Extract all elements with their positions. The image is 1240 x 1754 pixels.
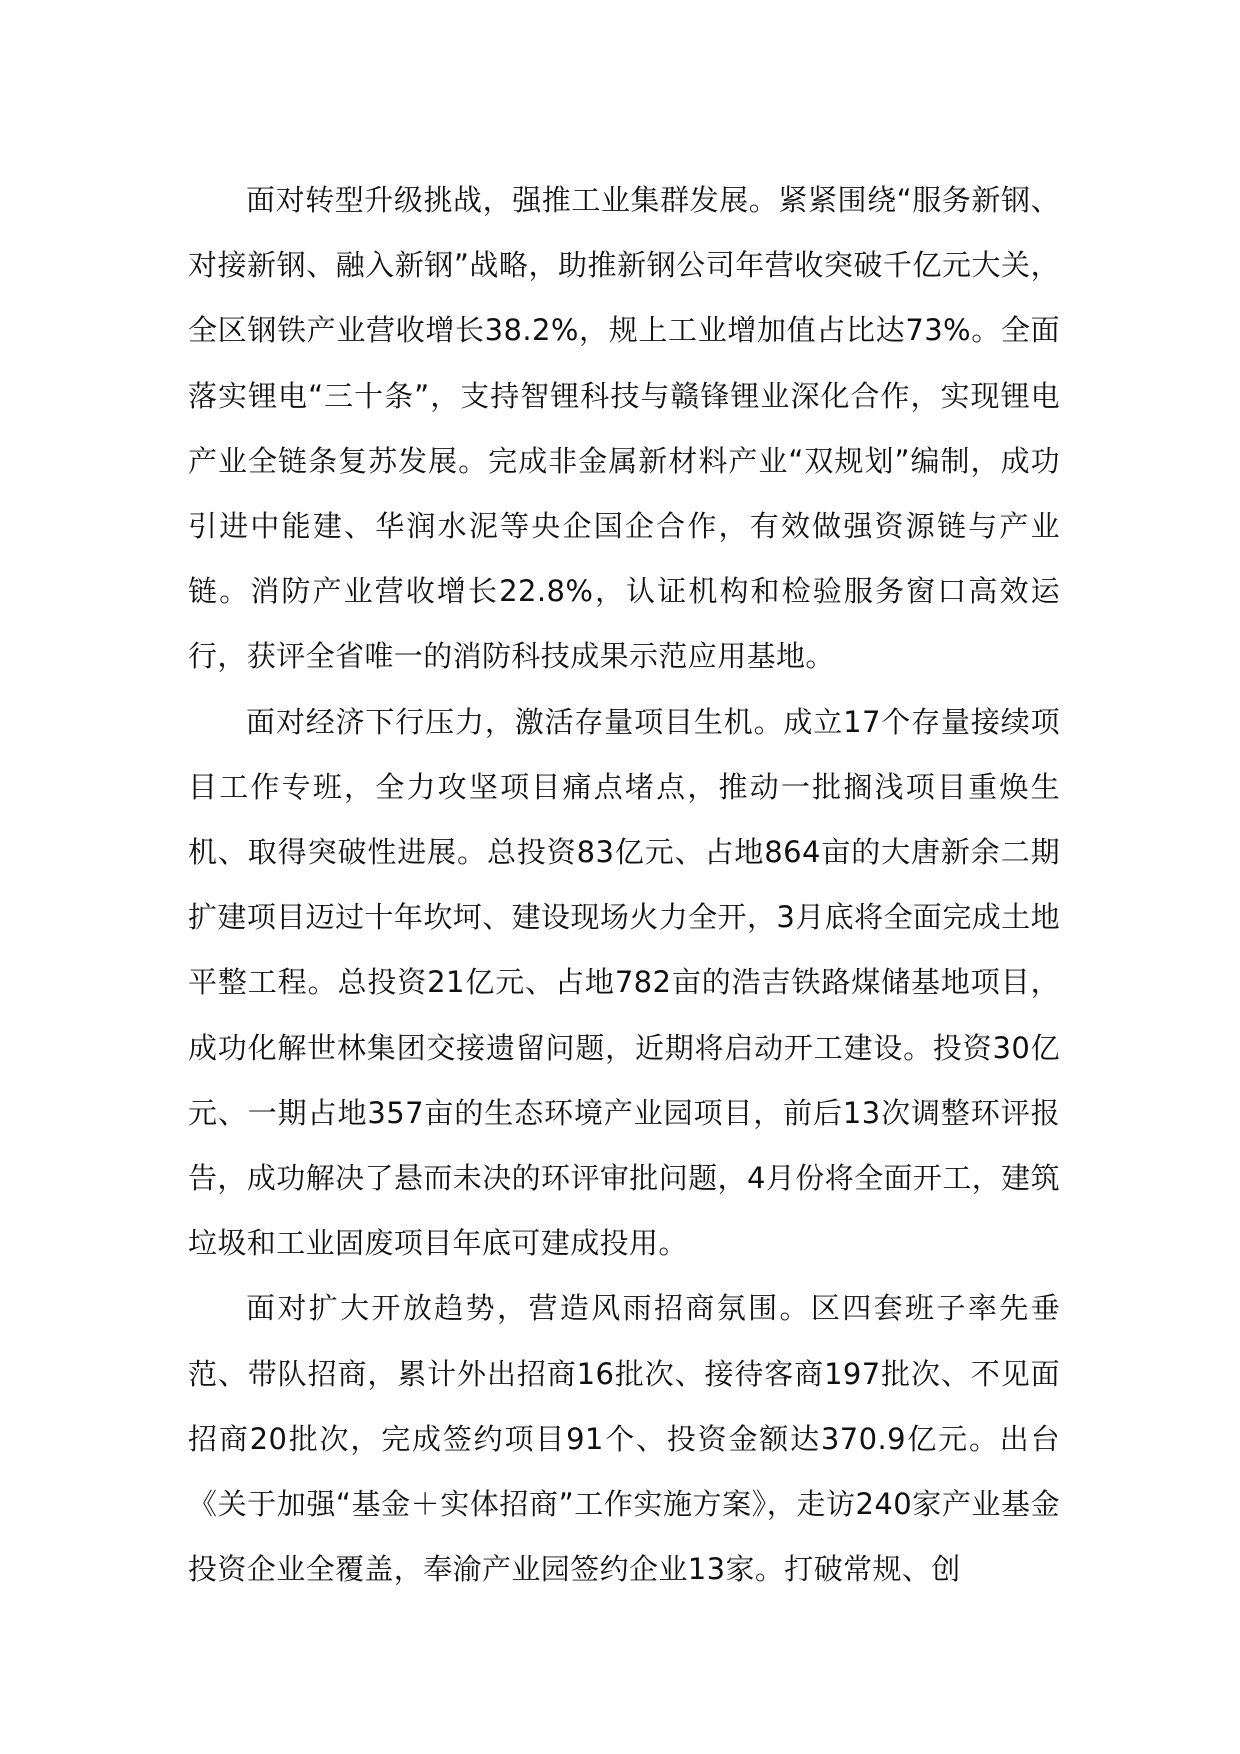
document-body <box>188 168 1060 1602</box>
paragraph-stock-projects: 面对经济下行压力，激活存量项目生机。成立17个存量接续项目工作专班，全力攻坚项目痛点堵点，推动一批搁浅项目重焕生机、取得突破性进展。总投资83亿元、占地864亩的大唐新余二期扩建项目迈过十年坎坷、建设现场火力全开，3月底将全面完成土地平整工程。总投资21亿元、占地782亩的浩吉铁路煤储基地项目，成功化解世林集团交接遗留问题，近期将启动开工建设。投资30亿元、一期占地357亩的生态环境产业园项目，前后13次调整环评报告，成功解决了悬而未决的环评审批问题，4月份将全面开工，建筑垃圾和工业固废项目年底可建成投用。 <box>188 704 1060 1261</box>
paragraph-investment-attraction: 面对扩大开放趋势，营造风雨招商氛围。区四套班子率先垂范、带队招商，累计外出招商16批次、接待客商197批次、不见面招商20批次，完成签约项目91个、投资金额达370.9亿元。出台《关于加强“基金＋实体招商”工作实施方案》，走访240家产业基金投资企业全覆盖，奉渝产业园签约企业13家。打破常规、创 <box>188 1291 1060 1587</box>
paragraph-industrial-clusters: 面对转型升级挑战，强推工业集群发展。紧紧围绕“服务新钢、对接新钢、融入新钢”战略，助推新钢公司年营收突破千亿元大关，全区钢铁产业营收增长38.2%，规上工业增加值占比达73%。全面落实锂电“三十条”，支持智锂科技与赣锋锂业深化合作，实现锂电产业全链条复苏发展。完成非金属新材料产业“双规划”编制，成功引进中能建、华润水泥等央企国企合作，有效做强资源链与产业链。消防产业营收增长22.8%，认证机构和检验服务窗口高效运行，获评全省唯一的消防科技成果示范应用基地。 <box>188 183 1060 674</box>
